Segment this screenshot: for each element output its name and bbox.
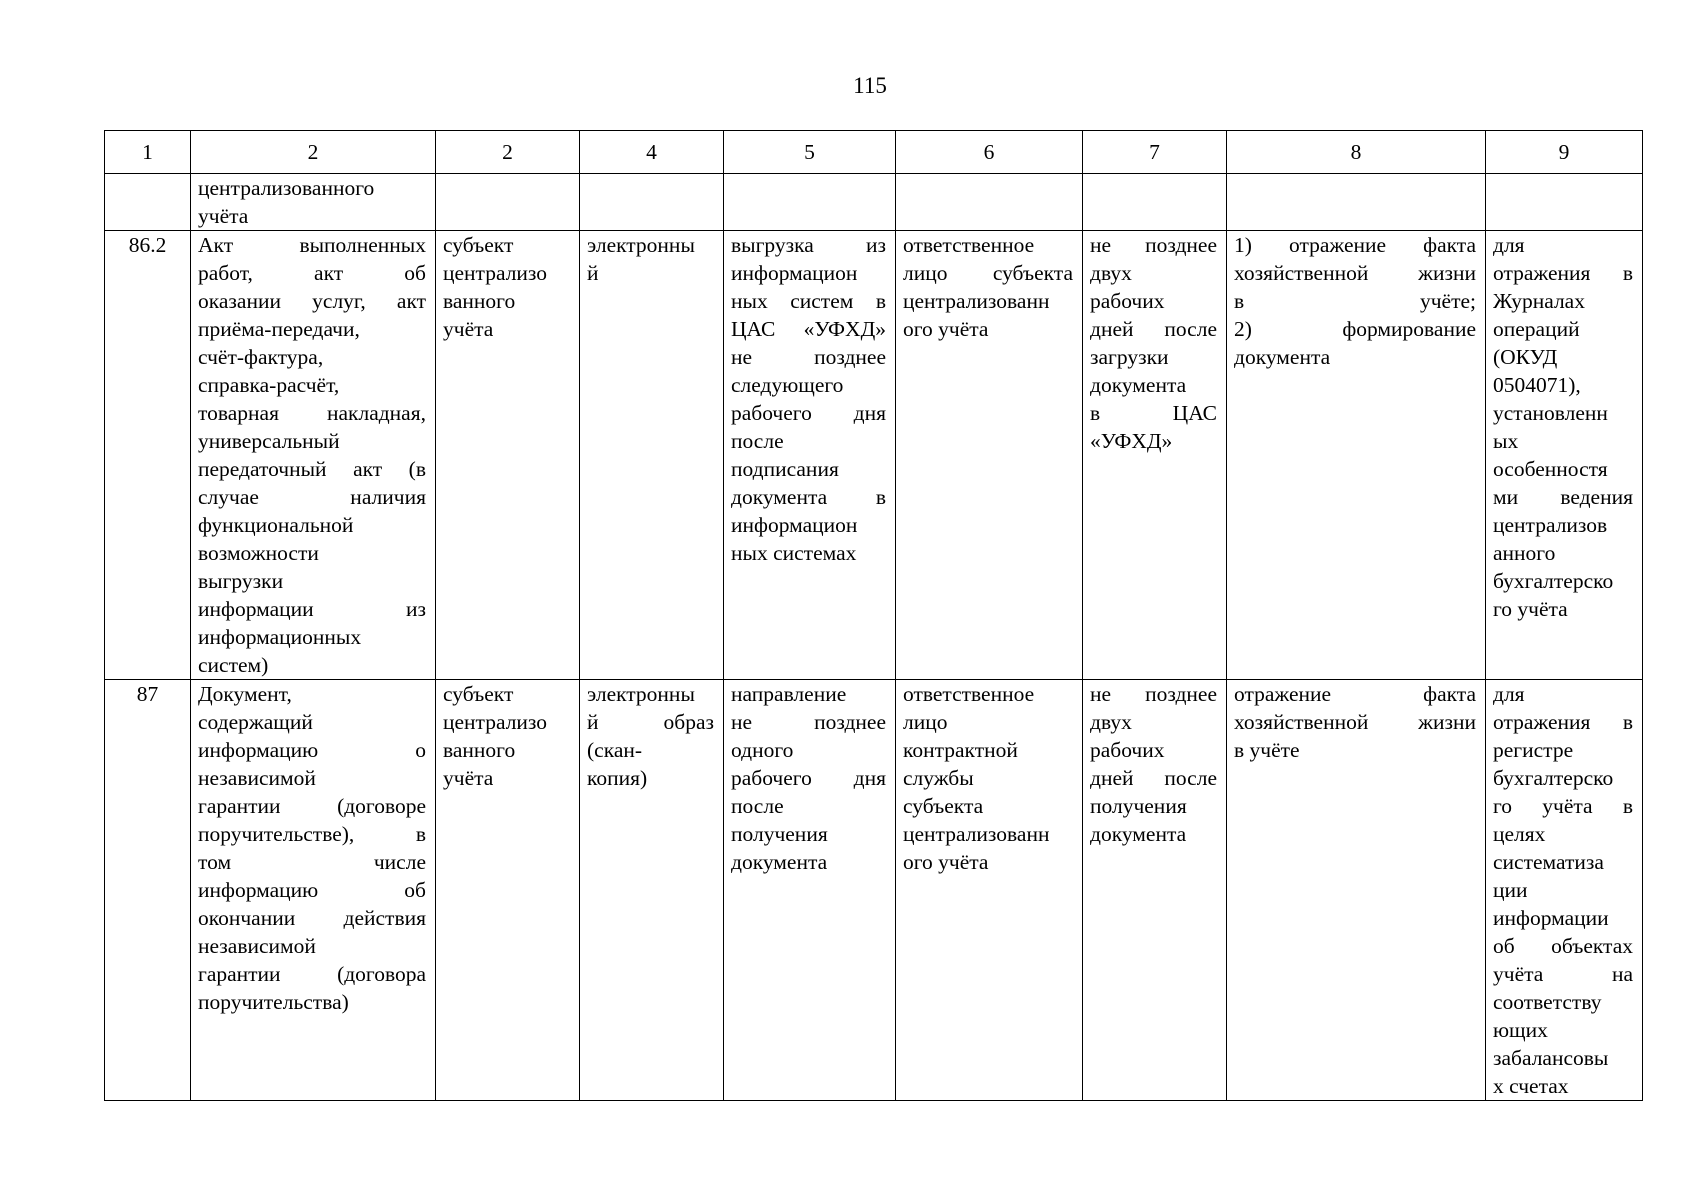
cell-text-line: информацион	[731, 513, 858, 537]
cell-text-line: направление	[731, 682, 847, 706]
cell-text-line: й	[587, 261, 599, 285]
responsible-subject-cell	[436, 174, 580, 231]
cell-text-line: информацию о	[198, 738, 426, 762]
cell-text-line: хозяйственной жизни	[1234, 261, 1476, 285]
cell-text-line: ЦАС «УФХД»	[731, 317, 886, 341]
cell-text-line: гарантии (договоре	[198, 794, 426, 818]
cell-text-line: 1) отражение факта	[1234, 233, 1476, 257]
cell-text-line: информации	[1493, 906, 1609, 930]
cell-text-line: содержащий	[198, 710, 313, 734]
cell-text-line: субъекта	[903, 794, 984, 818]
cell-text-line: централизо	[443, 710, 548, 734]
cell-text-line: соответству	[1493, 990, 1602, 1014]
header-cell: 2	[191, 131, 436, 174]
cell-text-line: учёта	[443, 766, 494, 790]
cell-text-line: дней после	[1090, 317, 1217, 341]
cell-text-line: справка-расчёт,	[198, 373, 340, 397]
cell-text-line: для	[1493, 682, 1525, 706]
register-cell	[1486, 231, 1643, 680]
cell-text-line: рабочего дня	[731, 401, 886, 425]
cell-text-line: загрузки	[1090, 345, 1169, 369]
row-number-cell	[105, 174, 191, 231]
cell-text-line: учёта	[198, 204, 249, 228]
cell-text-line: информационных	[198, 625, 362, 649]
transfer-cell	[724, 231, 896, 680]
cell-text-line: ции	[1493, 878, 1528, 902]
cell-text-line: систематиза	[1493, 850, 1604, 874]
cell-text-line: дней после	[1090, 766, 1217, 790]
cell-text-line: Документ,	[198, 682, 292, 706]
cell-text-line: получения	[1090, 794, 1187, 818]
cell-text-line: не позднее	[1090, 682, 1217, 706]
cell-text-line: анного	[1493, 541, 1556, 565]
cell-text-line: отражение факта	[1234, 682, 1476, 706]
cell-text-line: универсальный	[198, 429, 340, 453]
cell-text-line: ванного	[443, 738, 516, 762]
cell-text-line: передаточный акт (в	[198, 457, 426, 481]
cell-text-line: гарантии (договора	[198, 962, 426, 986]
cell-text-line: одного	[731, 738, 794, 762]
cell-text-line: документа	[731, 850, 828, 874]
cell-text-line: в ЦАС	[1090, 401, 1217, 425]
header-cell: 4	[580, 131, 724, 174]
cell-text-line: двух	[1090, 710, 1132, 734]
cell-text-line: электронны	[587, 233, 695, 257]
cell-text-line: субъект	[443, 682, 514, 706]
cell-text-line: оказании услуг, акт	[198, 289, 426, 313]
cell-text-line: не позднее	[731, 710, 886, 734]
cell-text-line: счёт-фактура,	[198, 345, 324, 369]
purpose-cell	[1227, 231, 1486, 680]
register-cell	[1486, 174, 1643, 231]
cell-text-line: поручительстве), в	[198, 822, 426, 846]
cell-text-line: документа	[1234, 345, 1331, 369]
cell-text-line: возможности	[198, 541, 319, 565]
cell-text-line: информацион	[731, 261, 858, 285]
cell-text-line: бухгалтерско	[1493, 766, 1614, 790]
responsible-person-cell	[896, 174, 1083, 231]
cell-text-line: й образ	[587, 710, 714, 734]
cell-text-line: получения	[731, 822, 828, 846]
cell-text-line: «УФХД»	[1090, 429, 1173, 453]
header-cell: 2	[436, 131, 580, 174]
cell-text-line: двух	[1090, 261, 1132, 285]
cell-text-line: случае наличия	[198, 485, 426, 509]
page-number: 115	[853, 73, 887, 98]
cell-text-line: независимой	[198, 766, 316, 790]
cell-text-line: информации из	[198, 597, 426, 621]
document-name-cell	[191, 680, 436, 1101]
cell-text-line: в учёте	[1234, 738, 1300, 762]
cell-text-line: поручительства)	[198, 990, 349, 1014]
cell-text-line: централизо	[443, 261, 548, 285]
form-cell	[580, 680, 724, 1101]
deadline-cell	[1083, 174, 1227, 231]
cell-text-line: систем)	[198, 653, 269, 677]
header-cell: 7	[1083, 131, 1227, 174]
transfer-cell	[724, 680, 896, 1101]
cell-text-line: рабочего дня	[731, 766, 886, 790]
cell-text-line: централизованного	[198, 176, 375, 200]
cell-text-line: том числе	[198, 850, 426, 874]
cell-text-line: после	[731, 794, 784, 818]
cell-text-line: установленн	[1493, 401, 1608, 425]
cell-text-line: забалансовы	[1493, 1046, 1609, 1070]
document-name-cell	[191, 231, 436, 680]
cell-text-line: рабочих	[1090, 738, 1165, 762]
cell-text-line: 0504071),	[1493, 373, 1581, 397]
register-cell	[1486, 680, 1643, 1101]
cell-text-line: функциональной	[198, 513, 354, 537]
cell-text-line: в учёте;	[1234, 289, 1476, 313]
deadline-cell	[1083, 231, 1227, 680]
cell-text-line: х счетах	[1493, 1074, 1569, 1098]
cell-text-line: Журналах	[1493, 289, 1585, 313]
cell-text-line: не позднее	[1090, 233, 1217, 257]
document-table	[104, 130, 1643, 1101]
cell-text-line: рабочих	[1090, 289, 1165, 313]
header-cell: 8	[1227, 131, 1486, 174]
cell-text-line: хозяйственной жизни	[1234, 710, 1476, 734]
cell-text-line: службы	[903, 766, 974, 790]
header-cell: 9	[1486, 131, 1643, 174]
cell-text-line: централизованн	[903, 289, 1050, 313]
form-cell	[580, 231, 724, 680]
cell-text-line: ответственное	[903, 682, 1035, 706]
cell-text-line: окончании действия	[198, 906, 426, 930]
cell-text-line: го учёта в	[1493, 794, 1633, 818]
cell-text-line: ми ведения	[1493, 485, 1633, 509]
purpose-cell	[1227, 174, 1486, 231]
cell-text-line: подписания	[731, 457, 839, 481]
cell-text-line: операций	[1493, 317, 1580, 341]
row-number-cell: 86.2	[105, 231, 191, 680]
cell-text-line: (ОКУД	[1493, 345, 1558, 369]
cell-text-line: выгрузка из	[731, 233, 886, 257]
cell-text-line: приёма-передачи,	[198, 317, 360, 341]
cell-text-line: документа	[1090, 373, 1187, 397]
cell-text-line: 2) формирование	[1234, 317, 1476, 341]
cell-text-line: ответственное	[903, 233, 1035, 257]
table-row	[105, 680, 1643, 1101]
cell-text-line: ых	[1493, 429, 1519, 453]
table-row	[105, 231, 1643, 680]
header-cell: 1	[105, 131, 191, 174]
row-number-cell: 87	[105, 680, 191, 1101]
cell-text-line: ных систем в	[731, 289, 886, 313]
cell-text-line: товарная накладная,	[198, 401, 426, 425]
cell-text-line: (скан-	[587, 738, 643, 762]
header-cell: 5	[724, 131, 896, 174]
cell-text-line: отражения в	[1493, 710, 1633, 734]
responsible-subject-cell	[436, 231, 580, 680]
cell-text-line: ющих	[1493, 1018, 1548, 1042]
cell-text-line: ого учёта	[903, 317, 989, 341]
cell-text-line: учёта на	[1493, 962, 1633, 986]
cell-text-line: об объектах	[1493, 934, 1633, 958]
cell-text-line: лицо субъекта	[903, 261, 1073, 285]
deadline-cell	[1083, 680, 1227, 1101]
cell-text-line: централизованн	[903, 822, 1050, 846]
cell-text-line: особенностя	[1493, 457, 1608, 481]
table-row	[105, 174, 1643, 231]
cell-text-line: работ, акт об	[198, 261, 426, 285]
cell-text-line: не позднее	[731, 345, 886, 369]
purpose-cell	[1227, 680, 1486, 1101]
cell-text-line: централизов	[1493, 513, 1608, 537]
form-cell	[580, 174, 724, 231]
cell-text-line: го учёта	[1493, 597, 1568, 621]
header-cell: 6	[896, 131, 1083, 174]
document-name-cell	[191, 174, 436, 231]
cell-text-line: выгрузки	[198, 569, 284, 593]
cell-text-line: регистре	[1493, 738, 1574, 762]
cell-text-line: документа	[1090, 822, 1187, 846]
cell-text-line: для	[1493, 233, 1525, 257]
cell-text-line: субъект	[443, 233, 514, 257]
cell-text-line: отражения в	[1493, 261, 1633, 285]
cell-text-line: ого учёта	[903, 850, 989, 874]
cell-text-line: документа в	[731, 485, 886, 509]
cell-text-line: контрактной	[903, 738, 1018, 762]
responsible-person-cell	[896, 231, 1083, 680]
cell-text-line: следующего	[731, 373, 844, 397]
cell-text-line: бухгалтерско	[1493, 569, 1614, 593]
table-header-row	[105, 131, 1643, 174]
responsible-person-cell	[896, 680, 1083, 1101]
responsible-subject-cell	[436, 680, 580, 1101]
cell-text-line: копия)	[587, 766, 648, 790]
cell-text-line: ванного	[443, 289, 516, 313]
cell-text-line: информацию об	[198, 878, 426, 902]
cell-text-line: независимой	[198, 934, 316, 958]
transfer-cell	[724, 174, 896, 231]
cell-text-line: учёта	[443, 317, 494, 341]
cell-text-line: ных системах	[731, 541, 857, 565]
cell-text-line: электронны	[587, 682, 695, 706]
cell-text-line: после	[731, 429, 784, 453]
cell-text-line: лицо	[903, 710, 948, 734]
cell-text-line: целях	[1493, 822, 1546, 846]
cell-text-line: Акт выполненных	[198, 233, 426, 257]
